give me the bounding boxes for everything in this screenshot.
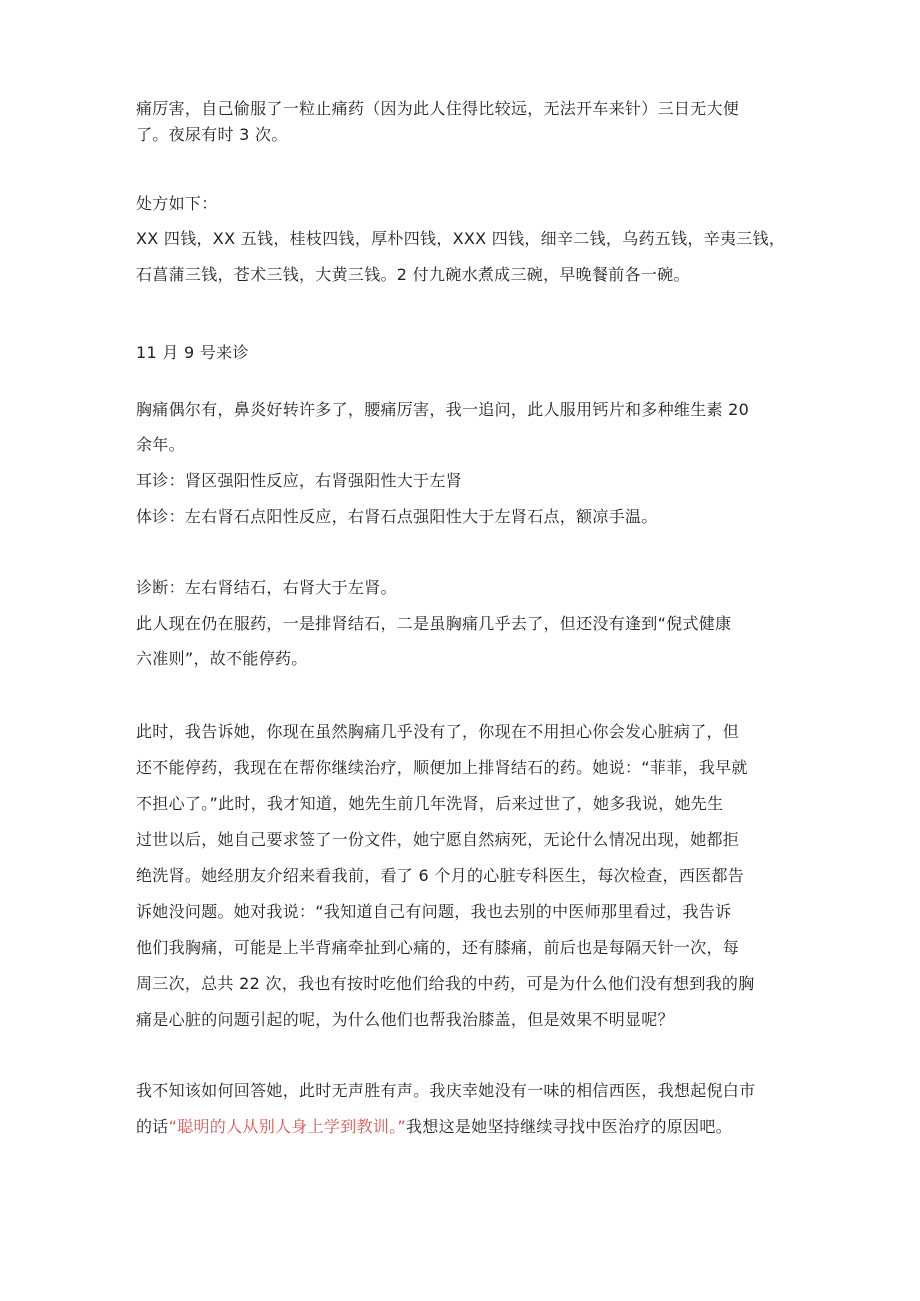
- text-line: 六准则”，故不能停药。: [136, 649, 308, 668]
- text-line: 此时，我告诉她，你现在虽然胸痛几乎没有了，你现在不用担心你会发心脏病了，但: [136, 722, 740, 741]
- text-line: 痛是心脏的问题引起的呢，为什么他们也帮我治膝盖，但是效果不明显呢？: [136, 1010, 674, 1029]
- text-line: 绝洗肾。她经朋友介绍来看我前，看了 6 个月的心脏专科医生，每次检查，西医都告: [136, 866, 745, 885]
- closing-suffix: 我想这是她坚持继续寻找中医治疗的原因吧。: [406, 1117, 733, 1136]
- text-line: 此人现在仍在服药，一是排肾结石，二是虽胸痛几乎去了，但还没有逢到“倪式健康: [136, 614, 732, 633]
- visit-date-heading: 11 月 9 号来诊: [136, 343, 249, 362]
- prescription-line: XX 四钱，XX 五钱，桂枝四钱，厚朴四钱，XXX 四钱，细辛二钱，乌药五钱，辛夷三钱，: [136, 229, 786, 248]
- ear-diagnosis-line: 耳诊：肾区强阳性反应，右肾强阳性大于左肾: [136, 471, 463, 490]
- text-line: 还不能停药，我现在在帮你继续治疗，顺便加上排肾结石的药。她说：“菲菲，我早就: [136, 758, 748, 777]
- closing-prefix: 的话: [136, 1117, 169, 1136]
- body-diagnosis-line: 体诊：左右肾石点阳性反应，右肾石点强阳性大于左肾石点，额凉手温。: [136, 507, 658, 526]
- text-line: 我不知该如何回答她，此时无声胜有声。我庆幸她没有一味的相信西医，我想起倪白市: [136, 1081, 756, 1100]
- diagnosis-line: 诊断：左右肾结石，右肾大于左肾。: [136, 578, 397, 597]
- text-line: 周三次，总共 22 次，我也有按时吃他们给我的中药，可是为什么他们没有想到我的胸: [136, 974, 755, 993]
- text-line: 胸痛偶尔有，鼻炎好转许多了，腰痛厉害，我一追问，此人服用钙片和多种维生素 20: [136, 400, 750, 419]
- closing-line: [136, 1116, 732, 1138]
- text-line: 他们我胸痛，可能是上半背痛牵扯到心痛的，还有膝痛，前后也是每隔天针一次，每: [136, 938, 740, 957]
- prescription-line: 石菖蒲三钱，苍术三钱，大黄三钱。2 付九碗水煮成三碗，早晚餐前各一碗。: [136, 265, 690, 284]
- prescription-heading: 处方如下：: [136, 194, 218, 213]
- text-line: 诉她没问题。她对我说：“我知道自己有问题，我也去别的中医师那里看过，我告诉: [136, 902, 732, 921]
- text-line: 了。夜尿有时 3 次。: [136, 125, 288, 144]
- highlighted-quote: “聪明的人从别人身上学到教训。”: [168, 1117, 406, 1136]
- text-line: 不担心了。”此时，我才知道，她先生前几年洗肾，后来过世了，她多我说，她先生: [136, 794, 724, 813]
- text-line: 过世以后，她自己要求签了一份文件，她宁愿自然病死，无论什么情况出现，她都拒: [136, 830, 740, 849]
- text-line: 痛厉害，自己偷服了一粒止痛药（因为此人住得比较远，无法开车来针）三日无大便: [136, 99, 740, 118]
- text-line: 余年。: [136, 435, 185, 454]
